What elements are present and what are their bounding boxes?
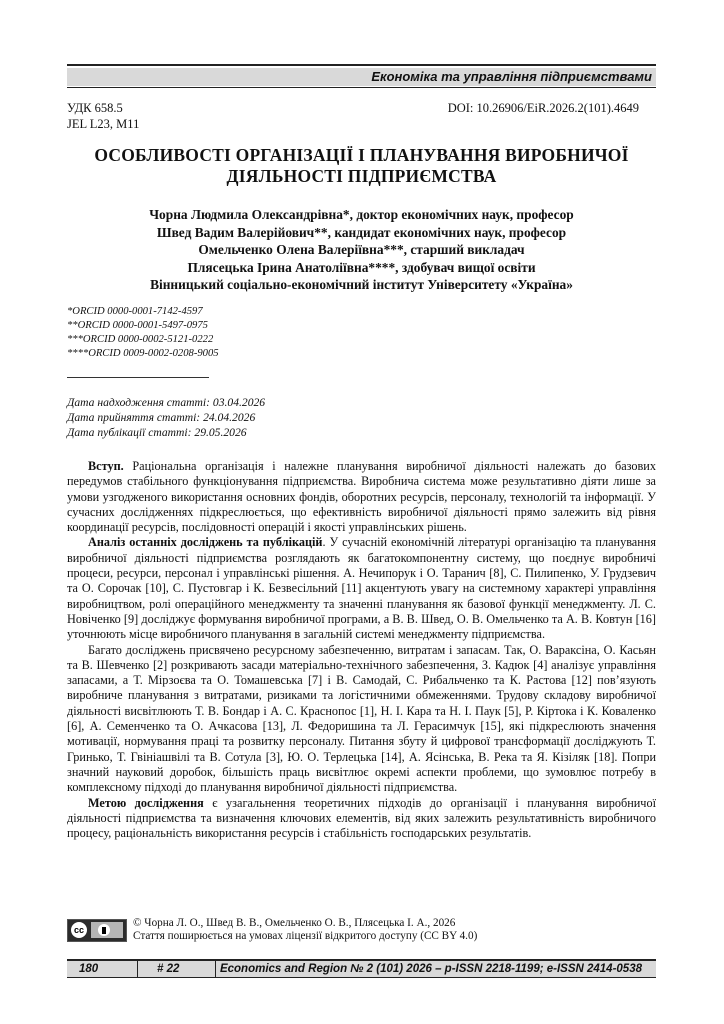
paragraph-literature-review	[67, 535, 656, 642]
divider	[67, 377, 209, 378]
classification-codes	[67, 100, 139, 132]
author-2: Швед Вадим Валерійович**, кандидат економічних наук, професор	[156, 224, 567, 240]
title-line-2: ДІЯЛЬНОСТІ ПІДПРИЄМСТВА	[226, 166, 497, 186]
jel-code: JEL L23, M11	[67, 117, 140, 131]
author-4: Плясецька Ірина Анатоліївна****, здобувач вищої освіти	[187, 259, 536, 275]
footer-band	[67, 959, 656, 978]
orcid-list	[67, 305, 219, 361]
paragraph-aim	[67, 796, 656, 842]
doi[interactable]: DOI: 10.26906/EiR.2026.2(101).4649	[447, 101, 639, 115]
license-block	[67, 916, 656, 946]
author-1: Чорна Людмила Олександрівна*, доктор економічних наук, професор	[149, 207, 574, 222]
license-note: Стаття поширюється на умовах ліцензії відкритого доступу (CC BY 4.0)	[133, 930, 478, 942]
date-accepted: Дата прийняття статті: 24.04.2026	[67, 411, 256, 424]
paragraph-lead: Вступ.	[88, 459, 124, 473]
paragraph-lead: Метою дослідження	[88, 795, 204, 810]
paragraph-text: Багато досліджень присвячено ресурсному забезпеченню, витратам і запасам. Так, О. Вараксіна, О. Касьян та В. Шевченко [2] розкривають засади матеріально-технічного забезпечення, З. Кадюк [4] аналізує управління запасами, а Т. Мірзоєва та О. Томашевська [7] і В. Самодай, С. Рибальченко та К. Растова [12] пов’язують виробниче планування з витратами, ризиками та логістичними обмеженнями. Трудову складову виробничої діяльності висвітлюють Т. В. Бондар і А. С. Краснопос [1], Н. І. Кара та Н. І. Паук [5], Р. Кіртока і К. Коваленко [6], А. Семенченко та О. Ачкасова [13], Л. Федоришина та Л. Герасимчук [15], які підкреслюють значення мотивації, нормування праці та розвитку персоналу. Питання збуту й цифрової трансформації досліджують Т. Гринько, Т. Гвініашвілі та В. Сотула [3], Ю. О. Терлецька [14], А. Ясінська, В. Река та Я. Кізіляк [18]. Попри значний науковий доробок, більшість праць висвітлює окремі аспекти проблеми, що зумовлює потребу в комплексному підході до планування виробничої діяльності підприємства.	[67, 642, 656, 795]
paragraph-text: . У сучасній економічній літературі організацію та планування виробничої діяльності підприємства розглядають як багатокомпонентну систему, що поєднує виробничі процеси, ресурси, персонал і управлінські рішення. А. Нечипорук і О. Таранич [8], С. Пилипенко, У. Грудзевич та О. Сорочак [10], С. Пустовгар і К. Безвесільний [11] акцентують увагу на системному характері управління виробництвом, ролі операційного менеджменту та значенні планування як базової функції менеджменту. Л. С. Новіченко [9] досліджує формування виробничої програми, а В. В. Швед, О. В. Омельченко та А. В. Ковтун [16] уточнюють місце виробничого планування в загальній системі менеджменту підприємства.	[67, 535, 656, 642]
copyright-line: © Чорна Л. О., Швед В. В., Омельченко О. В., Плясецька І. А., 2026	[133, 917, 456, 929]
journal-section-title: Економіка та управління підприємствами	[371, 69, 652, 84]
journal-citation: Economics and Region № 2 (101) 2026 – p-ISSN 2218-1199; e-ISSN 2414-0538	[219, 963, 642, 975]
page-number: 180	[79, 963, 99, 975]
cc-by-badge-icon[interactable]: cc	[67, 919, 127, 942]
paragraph-resources	[67, 643, 656, 796]
header-top-rule	[67, 64, 656, 66]
article-title	[67, 145, 656, 187]
paragraph-text: є узагальнення теоретичних підходів до організації і планування виробничої діяльності підприємства та визначення ключових елементів, від яких залежить результативність виробничого процесу, раціональність використання ресурсів і стабільність господарських результатів.	[67, 795, 656, 841]
udc-code: УДК 658.5	[67, 101, 123, 115]
paragraph-introduction	[67, 459, 656, 535]
orcid-2[interactable]: **ORCID 0000-0001-5497-0975	[67, 320, 208, 331]
date-received: Дата надходження статті: 03.04.2026	[67, 396, 266, 409]
title-line-1: ОСОБЛИВОСТІ ОРГАНІЗАЦІЇ І ПЛАНУВАННЯ ВИРОБНИЧОЇ	[94, 145, 629, 165]
article-dates	[67, 395, 265, 440]
footer-separator	[215, 961, 216, 977]
article-body	[67, 459, 656, 841]
paragraph-text: Раціональна організація і належне планування виробничої діяльності належать до базових передумов стабільного функціонування підприємства. Виробнича система може результативно діяти лише за умови узгодженого використання основних фондів, оборотних ресурсів, персоналу, технологій та інформації. У сучасних дослідженнях підкреслюється, що ефективність виробничої діяльності прямо залежить від рівня координації ресурсів, послідовності операцій і якості управлінських рішень.	[67, 459, 656, 535]
orcid-1[interactable]: *ORCID 0000-0001-7142-4597	[67, 306, 203, 317]
license-text	[133, 917, 477, 943]
paragraph-lead: Аналіз останніх досліджень та публікацій	[88, 535, 323, 550]
author-3: Омельченко Олена Валеріївна***, старший викладач	[198, 242, 525, 257]
affiliation: Вінницький соціально-економічний інститут Університету «Україна»	[150, 277, 573, 292]
orcid-4[interactable]: ****ORCID 0009-0002-0208-9005	[67, 348, 219, 359]
header-bottom-rule	[67, 87, 656, 88]
date-published: Дата публікації статті: 29.05.2026	[67, 426, 247, 439]
issue-number: # 22	[157, 963, 180, 975]
orcid-3[interactable]: ***ORCID 0000-0002-5121-0222	[67, 334, 214, 345]
footer-separator	[137, 961, 138, 977]
author-list	[67, 206, 656, 294]
